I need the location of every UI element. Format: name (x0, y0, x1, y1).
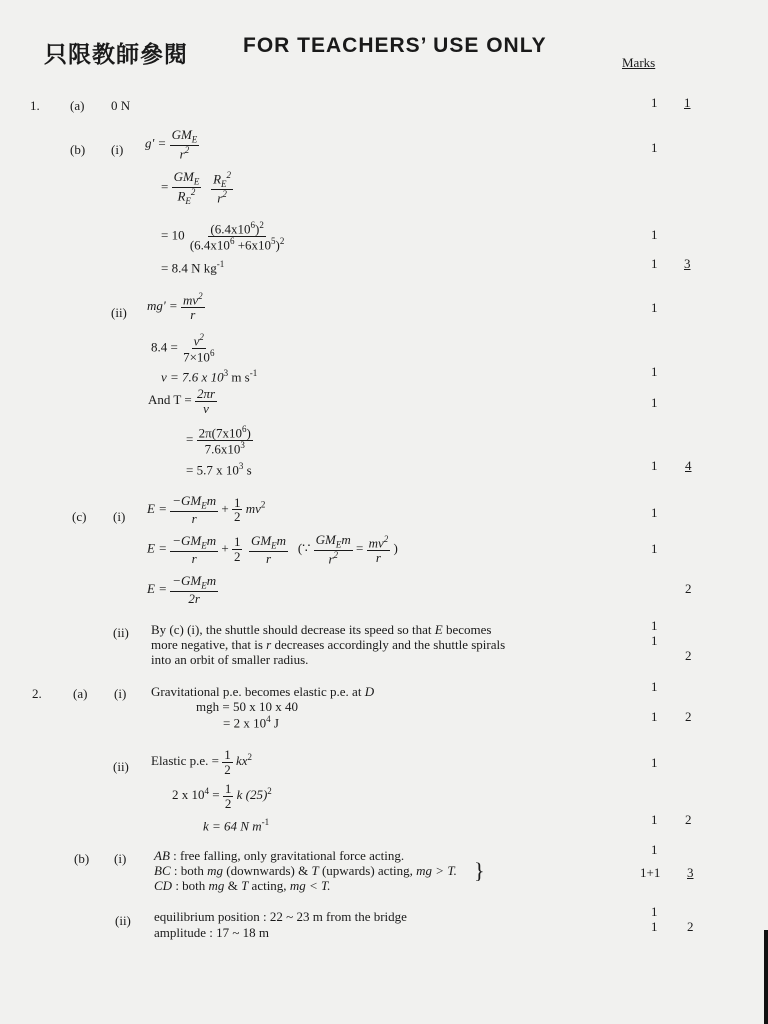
q2bii-mark-1: 1 (651, 904, 658, 919)
q1cii-mark-1: 1 (651, 618, 658, 633)
q1bi-line3: = 10 $\frac{(6.4x10^6)^2}{(6.4x10^6 +6x10^5)^2}$ (161, 220, 285, 253)
scan-edge-mark (764, 930, 768, 1024)
question-1-number: 1. (30, 98, 40, 113)
q1ci-line1: E = $\frac{-GM_Em}{r}$ + $\frac{1}{2}$ $mv^2$ (147, 493, 266, 527)
marks-label: Marks (622, 55, 656, 70)
q1bii-mark-4: 1 (651, 458, 658, 473)
q2bi-mark-1: 1 (651, 842, 658, 857)
q2bi-total: 3 (687, 865, 694, 880)
q1ci-mark-1: 1 (651, 505, 658, 520)
q2ai-mark-2: 1 (651, 709, 658, 724)
q1c-label: (c) (72, 509, 87, 524)
q1bi-mark-3: 1 (651, 256, 658, 271)
q2bi-line2: BC : both mg (downwards) & T (upwards) acting, mg > T. (154, 863, 457, 878)
q1bii-total: 4 (685, 458, 692, 473)
q1a-total: 1 (684, 95, 691, 110)
q1a-mark: 1 (651, 95, 658, 110)
q2bi-mark-2: 1+1 (640, 865, 661, 880)
q2ai-total: 2 (685, 709, 692, 724)
q1ci-total: 2 (685, 581, 692, 596)
q1bi-line4: = 8.4 N $kg^{-1}$ (161, 259, 225, 276)
q2a-label: (a) (73, 686, 88, 701)
q1bi-total: 3 (684, 256, 691, 271)
q2ai-line3: = 2 x $10^4$ J (223, 714, 279, 731)
chinese-title: 只限教師參閱 (44, 42, 188, 68)
q1cii-mark-2: 1 (651, 633, 658, 648)
q1cii-line2: more negative, that is r decreases accordingly and the shuttle spirals (151, 637, 506, 652)
q1cii-total: 2 (685, 648, 692, 663)
q2bii-line2: amplitude : 17 ~ 18 m (154, 925, 269, 940)
q2bi-line3: CD : both mg & T acting, mg < T. (154, 878, 331, 893)
q2aii-total: 2 (685, 812, 692, 827)
q2aii-line1: Elastic p.e. = $\frac{1}{2}$ $kx^2$ (151, 747, 253, 777)
q1cii-line3: into an orbit of smaller radius. (151, 652, 309, 667)
q1a-answer: 0 N (111, 98, 131, 113)
q1ci-mark-2: 1 (651, 541, 658, 556)
q2aii-mark-2: 1 (651, 812, 658, 827)
q2aii-label: (ii) (113, 759, 129, 774)
q2ai-line2: mgh = 50 x 10 x 40 (196, 699, 298, 714)
q1bii-mark-2: 1 (651, 364, 658, 379)
q1bi-line1: g' = $\frac{GM_E}{r^2}$ (145, 127, 198, 162)
english-title: FOR TEACHERS’ USE ONLY (243, 34, 547, 57)
q2aii-line3: k = 64 N $m^{-1}$ (203, 817, 270, 834)
q2bii-label: (ii) (115, 913, 131, 928)
q1bii-line4: And T = $\frac{2\pi r}{v}$ (148, 386, 216, 416)
q2bi-brace: } (474, 858, 485, 883)
q1bii-line3: v = 7.6 x $10^3$ m $s^{-1}$ (161, 368, 258, 385)
q1bii-label: (ii) (111, 305, 127, 320)
q1bi-line2: = $\frac{GM_E}{R_E^2}$ $\frac{R_E^2}{r^2}$ (161, 169, 232, 206)
q2bii-mark-2: 1 (651, 919, 658, 934)
q1cii-line1: By (c) (i), the shuttle should decrease its speed so that E becomes (151, 622, 492, 637)
q1bii-line6: = 5.7 x $10^3$ s (186, 461, 252, 478)
q2bi-line1: AB : free falling, only gravitational force acting. (154, 848, 405, 863)
q1ci-label: (i) (113, 509, 126, 524)
q1ci-line2: E = $\frac{-GM_Em}{r}$ + $\frac{1}{2}$ $\frac{GM_Em}{r}$ (∵ $\frac{GM_Em}{r^2}$ = $\frac{mv^2}{r}$ ) (147, 532, 398, 567)
q2b-label: (b) (74, 851, 90, 866)
q1ci-line3: E = $\frac{-GM_Em}{2r}$ (147, 573, 217, 607)
q1bi-mark-2: 1 (651, 227, 658, 242)
q1bi-mark-1: 1 (651, 140, 658, 155)
question-2-number: 2. (32, 686, 42, 701)
q1bii-line5: = $\frac{2\pi(7x10^6)}{7.6x10^3}$ (186, 424, 251, 457)
q2aii-line2: 2 x $10^4$ = $\frac{1}{2}$ k $(25)^2$ (172, 781, 272, 811)
q2ai-line1: Gravitational p.e. becomes elastic p.e. at D (151, 684, 375, 699)
q2aii-mark-1: 1 (651, 755, 658, 770)
q2ai-label: (i) (114, 686, 127, 701)
q2ai-mark-1: 1 (651, 679, 658, 694)
q1bii-mark-1: 1 (651, 300, 658, 315)
q1bii-mark-3: 1 (651, 395, 658, 410)
q1b-label: (b) (70, 142, 86, 157)
q2bi-label: (i) (114, 851, 127, 866)
q2bii-total: 2 (687, 919, 694, 934)
q1bii-line1: mg' = $\frac{mv^2}{r}$ (147, 291, 203, 322)
q1bii-line2: 8.4 = $\frac{v^2}{7\times 10^6}$ (151, 332, 215, 365)
q2bii-line1: equilibrium position : 22 ~ 23 m from the bridge (154, 909, 407, 924)
q1bi-label: (i) (111, 142, 124, 157)
q1cii-label: (ii) (113, 625, 129, 640)
q1a-label: (a) (70, 98, 85, 113)
